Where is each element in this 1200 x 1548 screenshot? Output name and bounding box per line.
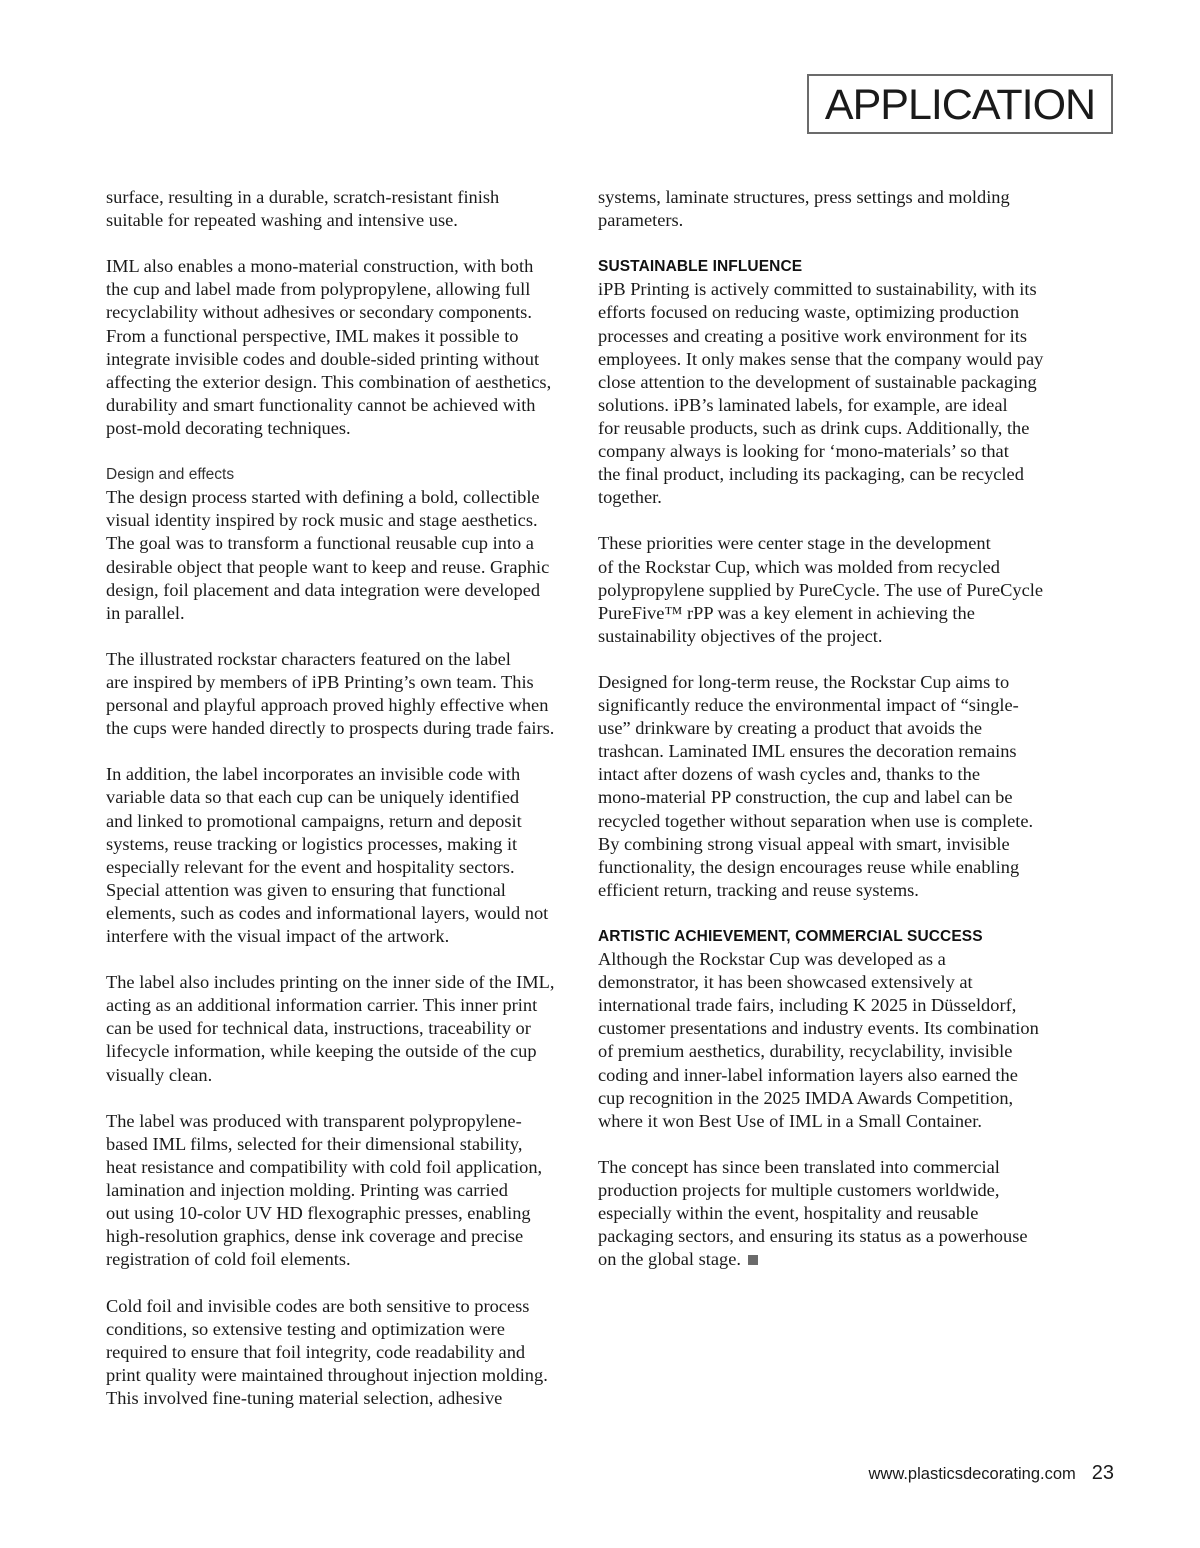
- paragraph: The label also includes printing on the inner side of the IML, acting as an additional information carrier. This inner print can be used for technical data, instructions, traceability or lifecycle information, while keeping the outside of the cup visually clean.: [106, 972, 555, 1085]
- left-column: [106, 186, 586, 1433]
- paragraph: The design process started with defining a bold, collectible visual identity inspired by rock music and stage aesthetics. The goal was to transform a functional reusable cup into a desirable object that people want to keep and reuse. Graphic design, foil placement and data integration were developed in parallel.: [106, 487, 550, 623]
- page-footer: [869, 1462, 1115, 1485]
- end-of-article-mark: [748, 1255, 758, 1265]
- page-number: 23: [1091, 1462, 1114, 1484]
- paragraph: Although the Rockstar Cup was developed as a demonstrator, it has been showcased extensively at international trade fairs, including K 2025 in Düsseldorf, customer presentations and industry events. Its combination of premium aesthetics, durability, recyclability, invisible coding and inner-label information layers also earned the cup recognition in the 2025 IMDA Awards Competition, where it won Best Use of IML in a Small Container.: [598, 949, 1039, 1131]
- right-column: [598, 186, 1078, 1295]
- paragraph: iPB Printing is actively committed to sustainability, with its efforts focused on reducing waste, optimizing production processes and creating a positive work environment for its employees. It only makes sense that the company would pay close attention to the development of sustainable packaging solutions. iPB’s laminated labels, for example, are ideal for reusable products, such as drink cups. Additionally, the company always is looking for ‘mono-materials’ so that the final product, including its packaging, can be recycled together.: [598, 279, 1044, 508]
- paragraph: Designed for long-term reuse, the Rockstar Cup aims to significantly reduce the environmental impact of “single- use” drinkware by creating a product that avoids the trashcan. Laminated IML ensures the decoration remains intact after dozens of wash cycles and, thanks to the mono-material PP construction, the cup and label can be recycled together without separation when use is complete. By combining strong visual appeal with smart, invisible functionality, the design encourages reuse while enabling efficient return, tracking and reuse systems.: [598, 671, 1034, 900]
- section-heading-artistic-achievement: ARTISTIC ACHIEVEMENT, COMMERCIAL SUCCESS: [598, 928, 983, 945]
- paragraph: The illustrated rockstar characters featured on the label are inspired by members of iPB Printing’s own team. This personal and playful approach proved highly effective when the cups were handed directly to prospects during trade fairs.: [106, 648, 555, 739]
- paragraph: Cold foil and invisible codes are both sensitive to process conditions, so extensive testing and optimization were required to ensure that foil integrity, code readability and print quality were maintained throughout injection molding. This involved fine-tuning material selection, adhesive: [106, 1295, 548, 1408]
- paragraph: IML also enables a mono-material construction, with both the cup and label made from polypropylene, allowing full recyclability without adhesives or secondary components. From a functional perspective, IML makes it possible to integrate invisible codes and double-sided printing without affecting the exterior design. This combination of aesthetics, durability and smart functionality cannot be achieved with post-mold decorating techniques.: [106, 256, 552, 438]
- paragraph: In addition, the label incorporates an invisible code with variable data so that each cup can be uniquely identified and linked to promotional campaigns, return and deposit systems, reuse tracking or logistics processes, making it especially relevant for the event and hospitality sectors. Special attention was given to ensuring that functional elements, such as codes and informational layers, would not interfere with the visual impact of the artwork.: [106, 764, 549, 946]
- subheading-design-and-effects: Design and effects: [106, 466, 235, 484]
- paragraph: These priorities were center stage in the development of the Rockstar Cup, which was molded from recycled polypropylene supplied by PureCycle. The use of PureCycle PureFive™ rPP was a key element in achieving the sustainability objectives of the project.: [598, 533, 1044, 646]
- paragraph-text: The concept has since been translated into commercial production projects for multiple customers worldwide, especially within the event, hospitality and reusable packaging sectors, and ensuring its status as a powerhouse on the global stage.: [598, 1156, 1028, 1270]
- paragraph-final: [598, 1156, 1078, 1271]
- paragraph: surface, resulting in a durable, scratch-resistant finish suitable for repeated washing and intensive use.: [106, 187, 500, 231]
- section-title: APPLICATION: [807, 74, 1113, 134]
- paragraph: The label was produced with transparent polypropylene- based IML films, selected for their dimensional stability, heat resistance and compatibility with cold foil application, lamination and injection molding. Printing was carried out using 10-color UV HD flexographic presses, enabling high-resolution graphics, dense ink coverage and precise registration of cold foil elements.: [106, 1110, 543, 1270]
- section-heading-sustainable-influence: SUSTAINABLE INFLUENCE: [598, 258, 803, 276]
- footer-url: www.plasticsdecorating.com: [868, 1465, 1076, 1483]
- paragraph: systems, laminate structures, press settings and molding parameters.: [598, 187, 1010, 231]
